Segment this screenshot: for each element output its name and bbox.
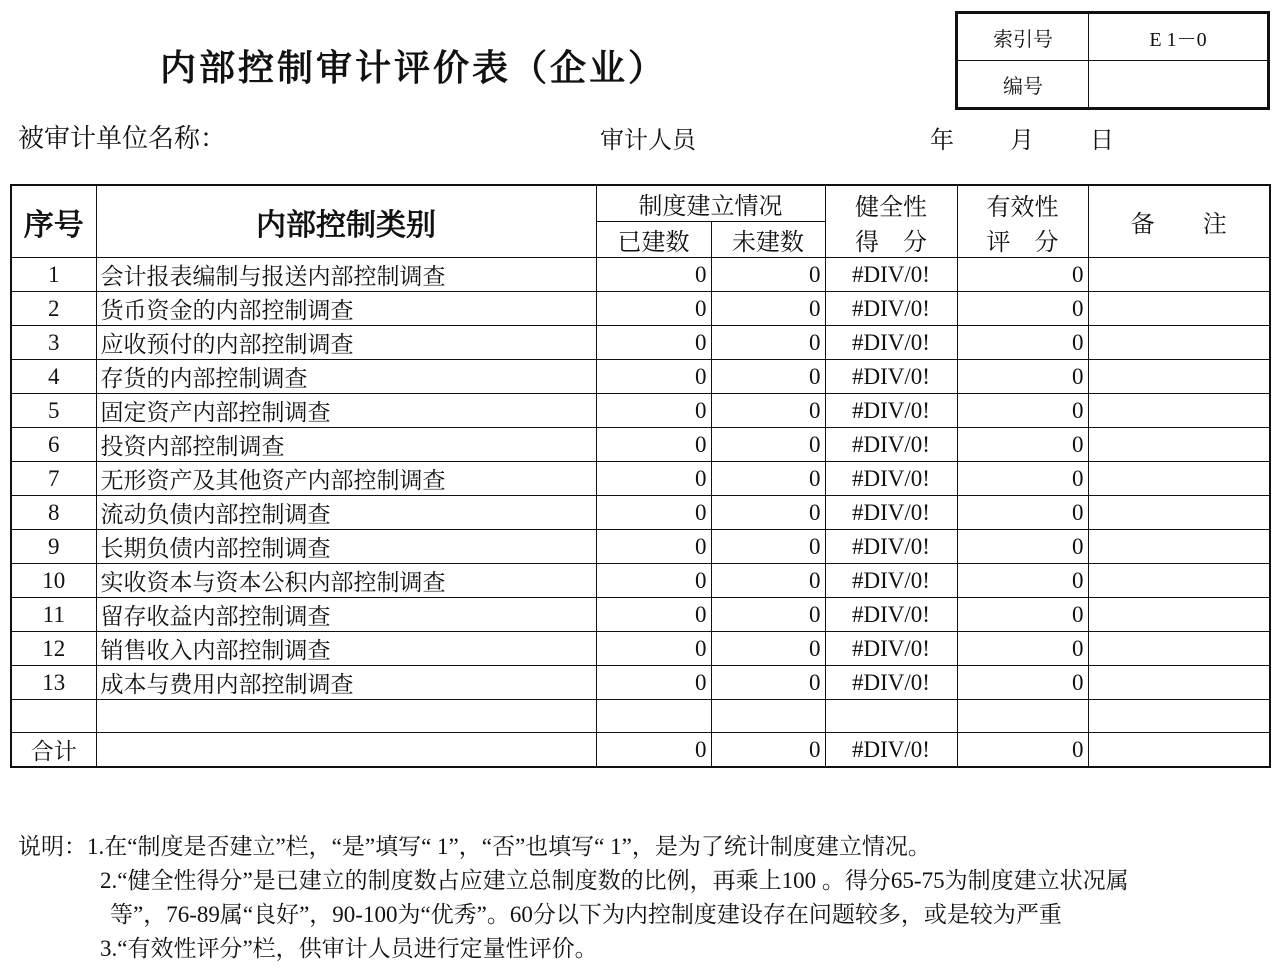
row-effectiveness[interactable]: 0 (957, 360, 1088, 394)
row-completeness[interactable]: #DIV/0! (825, 632, 957, 666)
table-row (11, 496, 1270, 530)
row-completeness[interactable]: #DIV/0! (825, 292, 957, 326)
row-no: 7 (11, 462, 96, 496)
total-row (11, 733, 1270, 768)
row-unbuilt[interactable]: 0 (711, 258, 825, 292)
row-category: 会计报表编制与报送内部控制调查 (96, 258, 596, 292)
row-built[interactable]: 0 (596, 666, 711, 700)
row-remark[interactable] (1088, 496, 1270, 530)
row-category: 固定资产内部控制调查 (96, 394, 596, 428)
row-completeness[interactable]: #DIV/0! (825, 258, 957, 292)
row-built[interactable]: 0 (596, 632, 711, 666)
index-label: 索引号 (957, 13, 1089, 61)
row-built[interactable]: 0 (596, 598, 711, 632)
row-category: 销售收入内部控制调查 (96, 632, 596, 666)
row-category: 无形资产及其他资产内部控制调查 (96, 462, 596, 496)
row-unbuilt[interactable]: 0 (711, 496, 825, 530)
header-completeness-1: 健全性 (855, 194, 927, 221)
row-built[interactable]: 0 (596, 462, 711, 496)
header-built: 已建数 (596, 222, 711, 258)
number-label: 编号 (957, 61, 1089, 109)
total-effectiveness[interactable]: 0 (957, 733, 1088, 768)
index-value[interactable]: E 1－0 (1089, 13, 1269, 61)
header-effectiveness-2: 评 分 (986, 229, 1059, 256)
audited-unit-label: 被审计单位名称： (18, 124, 227, 153)
row-remark[interactable] (1088, 632, 1270, 666)
row-category: 长期负债内部控制调查 (96, 530, 596, 564)
total-label: 合计 (11, 733, 96, 768)
note-3: 3.“有效性评分”栏，供审计人员进行定量性评价。 (100, 936, 598, 961)
row-completeness[interactable]: #DIV/0! (825, 360, 957, 394)
row-built[interactable]: 0 (596, 428, 711, 462)
header-remark: 备 注 (1088, 185, 1270, 258)
row-no: 3 (11, 326, 96, 360)
total-category-cell[interactable] (96, 733, 596, 768)
table-row (11, 326, 1270, 360)
row-no: 5 (11, 394, 96, 428)
row-no: 2 (11, 292, 96, 326)
table-row (11, 258, 1270, 292)
row-category: 应收预付的内部控制调查 (96, 326, 596, 360)
table-row (11, 564, 1270, 598)
row-effectiveness[interactable]: 0 (957, 496, 1088, 530)
row-remark[interactable] (1088, 462, 1270, 496)
table-row (11, 530, 1270, 564)
notes-label: 说明： (18, 834, 87, 859)
day-label: 日 (1090, 128, 1114, 154)
row-completeness[interactable]: #DIV/0! (825, 666, 957, 700)
row-no: 9 (11, 530, 96, 564)
row-built[interactable]: 0 (596, 258, 711, 292)
total-unbuilt[interactable]: 0 (711, 733, 825, 768)
table-row (11, 632, 1270, 666)
row-completeness[interactable]: #DIV/0! (825, 496, 957, 530)
month-label: 月 (1010, 128, 1034, 154)
row-effectiveness[interactable]: 0 (957, 598, 1088, 632)
header-unbuilt: 未建数 (711, 222, 825, 258)
row-remark[interactable] (1088, 564, 1270, 598)
row-no: 8 (11, 496, 96, 530)
table-row (11, 462, 1270, 496)
note-2: 2.“健全性得分”是已建立的制度数占应建立总制度数的比例，再乘上100 。得分65-75为制度建立状况属 (100, 868, 1129, 893)
row-built[interactable]: 0 (596, 326, 711, 360)
row-unbuilt[interactable]: 0 (711, 632, 825, 666)
notes (18, 830, 1280, 966)
row-category: 实收资本与资本公积内部控制调查 (96, 564, 596, 598)
row-built[interactable]: 0 (596, 530, 711, 564)
row-remark[interactable] (1088, 428, 1270, 462)
row-category: 留存收益内部控制调查 (96, 598, 596, 632)
row-built[interactable]: 0 (596, 564, 711, 598)
row-completeness[interactable]: #DIV/0! (825, 530, 957, 564)
row-category: 投资内部控制调查 (96, 428, 596, 462)
row-effectiveness[interactable]: 0 (957, 326, 1088, 360)
row-built[interactable]: 0 (596, 292, 711, 326)
row-effectiveness[interactable]: 0 (957, 462, 1088, 496)
row-remark[interactable] (1088, 666, 1270, 700)
row-unbuilt[interactable]: 0 (711, 428, 825, 462)
row-no: 1 (11, 258, 96, 292)
row-unbuilt[interactable]: 0 (711, 326, 825, 360)
row-remark[interactable] (1088, 258, 1270, 292)
row-effectiveness[interactable]: 0 (957, 564, 1088, 598)
row-no: 12 (11, 632, 96, 666)
row-effectiveness[interactable]: 0 (957, 666, 1088, 700)
row-effectiveness[interactable]: 0 (957, 292, 1088, 326)
row-effectiveness[interactable]: 0 (957, 394, 1088, 428)
row-effectiveness[interactable]: 0 (957, 632, 1088, 666)
row-remark[interactable] (1088, 360, 1270, 394)
row-completeness[interactable]: #DIV/0! (825, 564, 957, 598)
row-unbuilt[interactable]: 0 (711, 360, 825, 394)
row-unbuilt[interactable]: 0 (711, 394, 825, 428)
row-remark[interactable] (1088, 326, 1270, 360)
row-completeness[interactable]: #DIV/0! (825, 326, 957, 360)
row-remark[interactable] (1088, 394, 1270, 428)
year-label: 年 (930, 128, 954, 154)
row-no: 13 (11, 666, 96, 700)
header-completeness-2: 得 分 (855, 229, 927, 256)
page-title: 内部控制审计评价表（企业） (160, 48, 668, 88)
evaluation-table (10, 184, 1271, 768)
row-unbuilt[interactable]: 0 (711, 292, 825, 326)
row-completeness[interactable]: #DIV/0! (825, 598, 957, 632)
row-effectiveness[interactable]: 0 (957, 530, 1088, 564)
note-1: 1.在“制度是否建立”栏，“是”填写“ 1”，“否”也填写“ 1”，是为了统计制度建立情况。 (87, 834, 931, 859)
table-row (11, 360, 1270, 394)
row-unbuilt[interactable]: 0 (711, 462, 825, 496)
row-category: 流动负债内部控制调查 (96, 496, 596, 530)
row-completeness[interactable]: #DIV/0! (825, 462, 957, 496)
row-unbuilt[interactable]: 0 (711, 564, 825, 598)
row-remark[interactable] (1088, 598, 1270, 632)
table-row (11, 666, 1270, 700)
header-category: 内部控制类别 (96, 185, 596, 258)
row-no: 10 (11, 564, 96, 598)
row-remark[interactable] (1088, 292, 1270, 326)
row-no: 6 (11, 428, 96, 462)
row-no: 11 (11, 598, 96, 632)
row-unbuilt[interactable]: 0 (711, 598, 825, 632)
header-effectiveness-1: 有效性 (986, 194, 1059, 221)
auditor-label: 审计人员 (600, 128, 696, 154)
number-value[interactable] (1089, 61, 1269, 109)
total-built[interactable]: 0 (596, 733, 711, 768)
header-effectiveness (957, 185, 1088, 258)
row-completeness[interactable]: #DIV/0! (825, 394, 957, 428)
blank-row (11, 700, 1270, 733)
header-no: 序号 (11, 185, 96, 258)
row-category: 成本与费用内部控制调查 (96, 666, 596, 700)
row-category: 货币资金的内部控制调查 (96, 292, 596, 326)
row-category: 存货的内部控制调查 (96, 360, 596, 394)
row-built[interactable]: 0 (596, 394, 711, 428)
note-2-cont: 等”，76-89属“良好”，90-100为“优秀”。60分以下为内控制度建设存在问题较多，或是较为严重 (110, 902, 1062, 927)
row-remark[interactable] (1088, 530, 1270, 564)
row-no: 4 (11, 360, 96, 394)
table-row (11, 428, 1270, 462)
row-effectiveness[interactable]: 0 (957, 258, 1088, 292)
total-remark[interactable] (1088, 733, 1270, 768)
row-unbuilt[interactable]: 0 (711, 530, 825, 564)
total-completeness[interactable]: #DIV/0! (825, 733, 957, 768)
table-row (11, 598, 1270, 632)
row-built[interactable]: 0 (596, 496, 711, 530)
row-effectiveness[interactable]: 0 (957, 428, 1088, 462)
header-completeness (825, 185, 957, 258)
row-completeness[interactable]: #DIV/0! (825, 428, 957, 462)
index-box (955, 11, 1270, 110)
header-establish: 制度建立情况 (596, 185, 825, 222)
table-row (11, 292, 1270, 326)
table-row (11, 394, 1270, 428)
row-unbuilt[interactable]: 0 (711, 666, 825, 700)
row-built[interactable]: 0 (596, 360, 711, 394)
